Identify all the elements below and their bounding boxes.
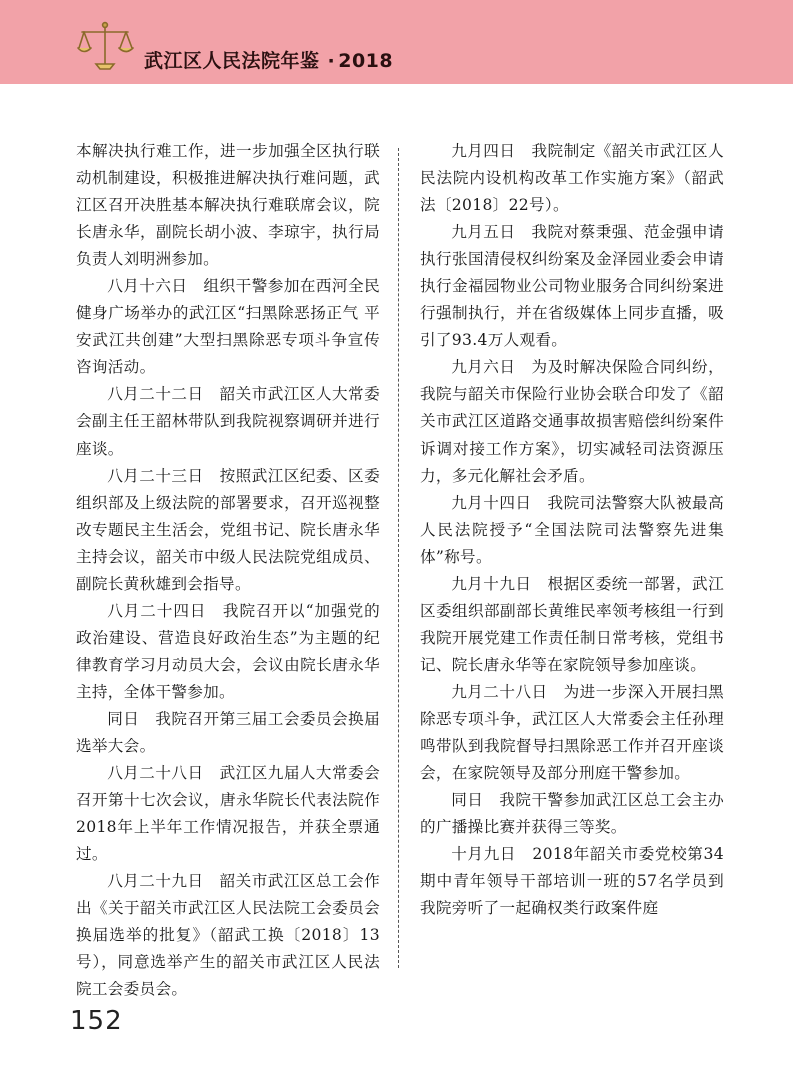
paragraph: 同日 我院干警参加武江区总工会主办的广播操比赛并获得三等奖。 <box>420 791 724 837</box>
paragraph: 本解决执行难工作，进一步加强全区执行联动机制建设，积极推进解决执行难问题，武江区召开决胜基本解决执行难联席会议，院长唐永华，副院长胡小波、李琼宇，执行局负责人刘明洲参加。 <box>76 142 380 269</box>
paragraph: 同日 我院召开第三届工会委员会换届选举大会。 <box>76 709 380 756</box>
paragraph: 九月十九日 根据区委统一部署，武江区委组织部副部长黄维民率领考核组一行到我院开展党建工作责任制日常考核，党组书记、院长唐永华等在家院领导参加座谈。 <box>420 574 724 674</box>
paragraph: 八月二十三日 按照武江区纪委、区委组织部及上级法院的部署要求，召开巡视整改专题民主生活会，党组书记、院长唐永华主持会议，韶关市中级人民法院党组成员、副院长黄秋雄到会指导。 <box>76 466 380 593</box>
column-divider <box>398 148 399 968</box>
yearbook-year: 2018 <box>338 50 394 72</box>
paragraph: 九月五日 我院对蔡秉强、范金强申请执行张国清侵权纠纷案及金泽园业委会申请执行金福园物业公司物业服务合同纠纷案进行强制执行，并在省级媒体上同步直播，吸引了93.4万人观看。 <box>420 223 724 350</box>
paragraph: 八月十六日 组织干警参加在西河全民健身广场举办的武江区“扫黑除恶扬正气 平安武江共创建”大型扫黑除恶专项斗争宣传咨询活动。 <box>76 277 380 377</box>
paragraph: 八月二十九日 韶关市武江区总工会作出《关于韶关市武江区人民法院工会委员会换届选举的批复》（韶武工换〔2018〕13号），同意选举产生的韶关市武江区人民法院工会委员会。 <box>76 872 380 999</box>
scales-of-justice-icon <box>76 20 134 72</box>
right-column <box>420 138 724 922</box>
page-number: 152 <box>70 1006 123 1036</box>
paragraph: 九月六日 为及时解决保险合同纠纷，我院与韶关市保险行业协会联合印发了《韶关市武江区道路交通事故损害赔偿纠纷案件诉调对接工作方案》，切实减轻司法资源压力，多元化解社会矛盾。 <box>420 358 724 485</box>
paragraph: 九月四日 我院制定《韶关市武江区人民法院内设机构改革工作实施方案》（韶武法〔2018〕22号）。 <box>420 142 724 215</box>
paragraph: 八月二十八日 武江区九届人大常委会召开第十七次会议，唐永华院长代表法院作2018年上半年工作情况报告，并获全票通过。 <box>76 764 380 864</box>
paragraph: 九月十四日 我院司法警察大队被最高人民法院授予“全国法院司法警察先进集体”称号。 <box>420 493 724 566</box>
title-separator: · <box>327 50 336 72</box>
header-band <box>0 0 793 84</box>
paragraph: 八月二十二日 韶关市武江区人大常委会副主任王韶林带队到我院视察调研并进行座谈。 <box>76 385 380 458</box>
paragraph: 九月二十八日 为进一步深入开展扫黑除恶专项斗争，武江区人大常委会主任孙理鸣带队到我院督导扫黑除恶工作并召开座谈会，在家院领导及部分刑庭干警参加。 <box>420 682 724 783</box>
paragraph: 八月二十四日 我院召开以“加强党的政治建设、营造良好政治生态”为主题的纪律教育学习月动员大会，会议由院长唐永华主持，全体干警参加。 <box>76 601 380 701</box>
left-column <box>76 138 380 1004</box>
paragraph: 十月九日 2018年韶关市委党校第34期中青年领导干部培训一班的57名学员到我院旁听了一起确权类行政案件庭 <box>420 845 724 918</box>
header-title <box>144 46 393 73</box>
yearbook-title: 武江区人民法院年鉴 <box>144 50 320 72</box>
